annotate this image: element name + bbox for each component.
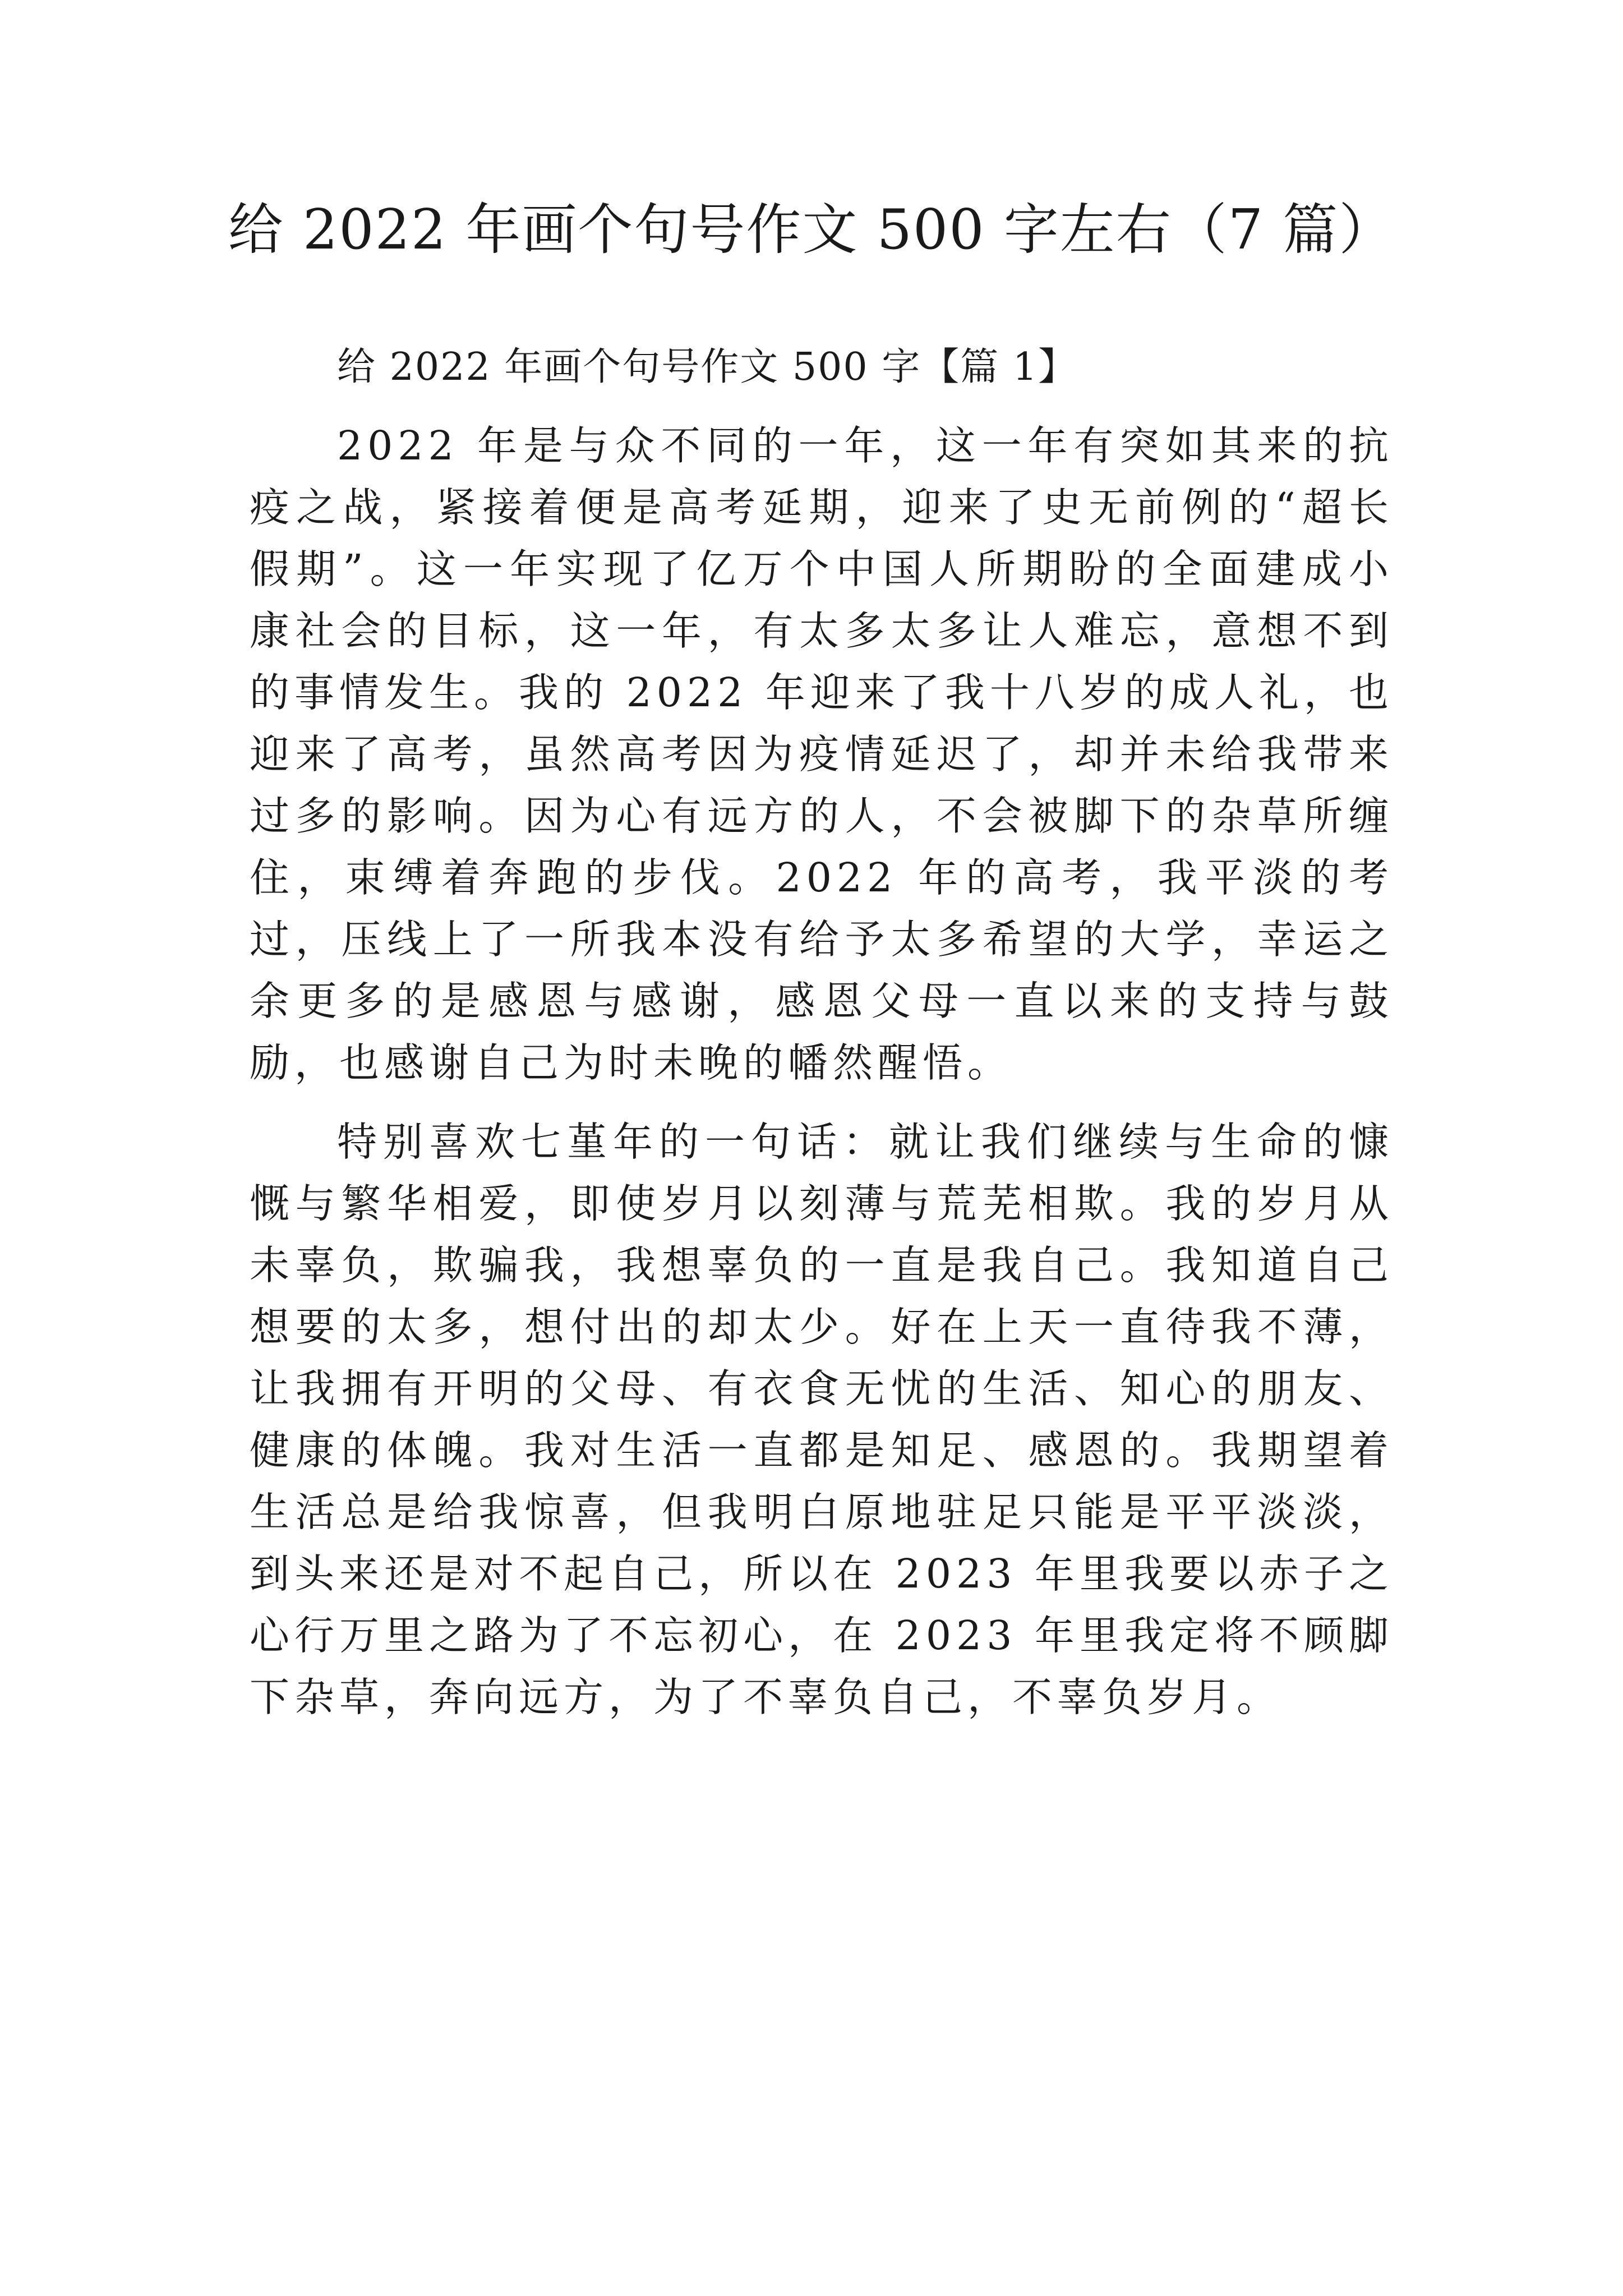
section-heading: 给 2022 年画个句号作文 500 字【篇 1】 xyxy=(337,345,1078,389)
paragraph-1: 2022 年是与众不同的一年，这一年有突如其来的抗疫之战，紧接着便是高考延期，迎来了史无前例的“超长假期”。这一年实现了亿万个中国人所期盼的全面建成小康社会的目标，这一年，有太多太多让人难忘，意想不到的事情发生。我的 2022 年迎来了我十八岁的成人礼，也迎来了高考，虽然高考因为疫情延迟了，却并未给我带来过多的影响。因为心有远方的人，不会被脚下的杂草所缠住，束缚着奔跑的步伐。2022 年的高考，我平淡的考过，压线上了一所我本没有给予太多希望的大学，幸运之余更多的是感恩与感谢，感恩父母一直以来的支持与鼓励，也感谢自己为时未晚的幡然醒悟。 xyxy=(250,422,1394,1086)
paragraph-2: 特别喜欢七堇年的一句话：就让我们继续与生命的慷慨与繁华相爱，即使岁月以刻薄与荒芜相欺。我的岁月从未辜负，欺骗我，我想辜负的一直是我自己。我知道自己想要的太多，想付出的却太少。好在上天一直待我不薄，让我拥有开明的父母、有衣食无忧的生活、知心的朋友、健康的体魄。我对生活一直都是知足、感恩的。我期望着生活总是给我惊喜，但我明白原地驻足只能是平平淡淡，到头来还是对不起自己，所以在 2023 年里我要以赤子之心行万里之路为了不忘初心，在 2023 年里我定将不顾脚下杂草，奔向远方，为了不辜负自己，不辜负岁月。 xyxy=(250,1119,1394,1720)
document-body xyxy=(250,339,1394,1728)
document-title: 给 2022 年画个句号作文 500 字左右（7 篇） xyxy=(228,198,1395,262)
